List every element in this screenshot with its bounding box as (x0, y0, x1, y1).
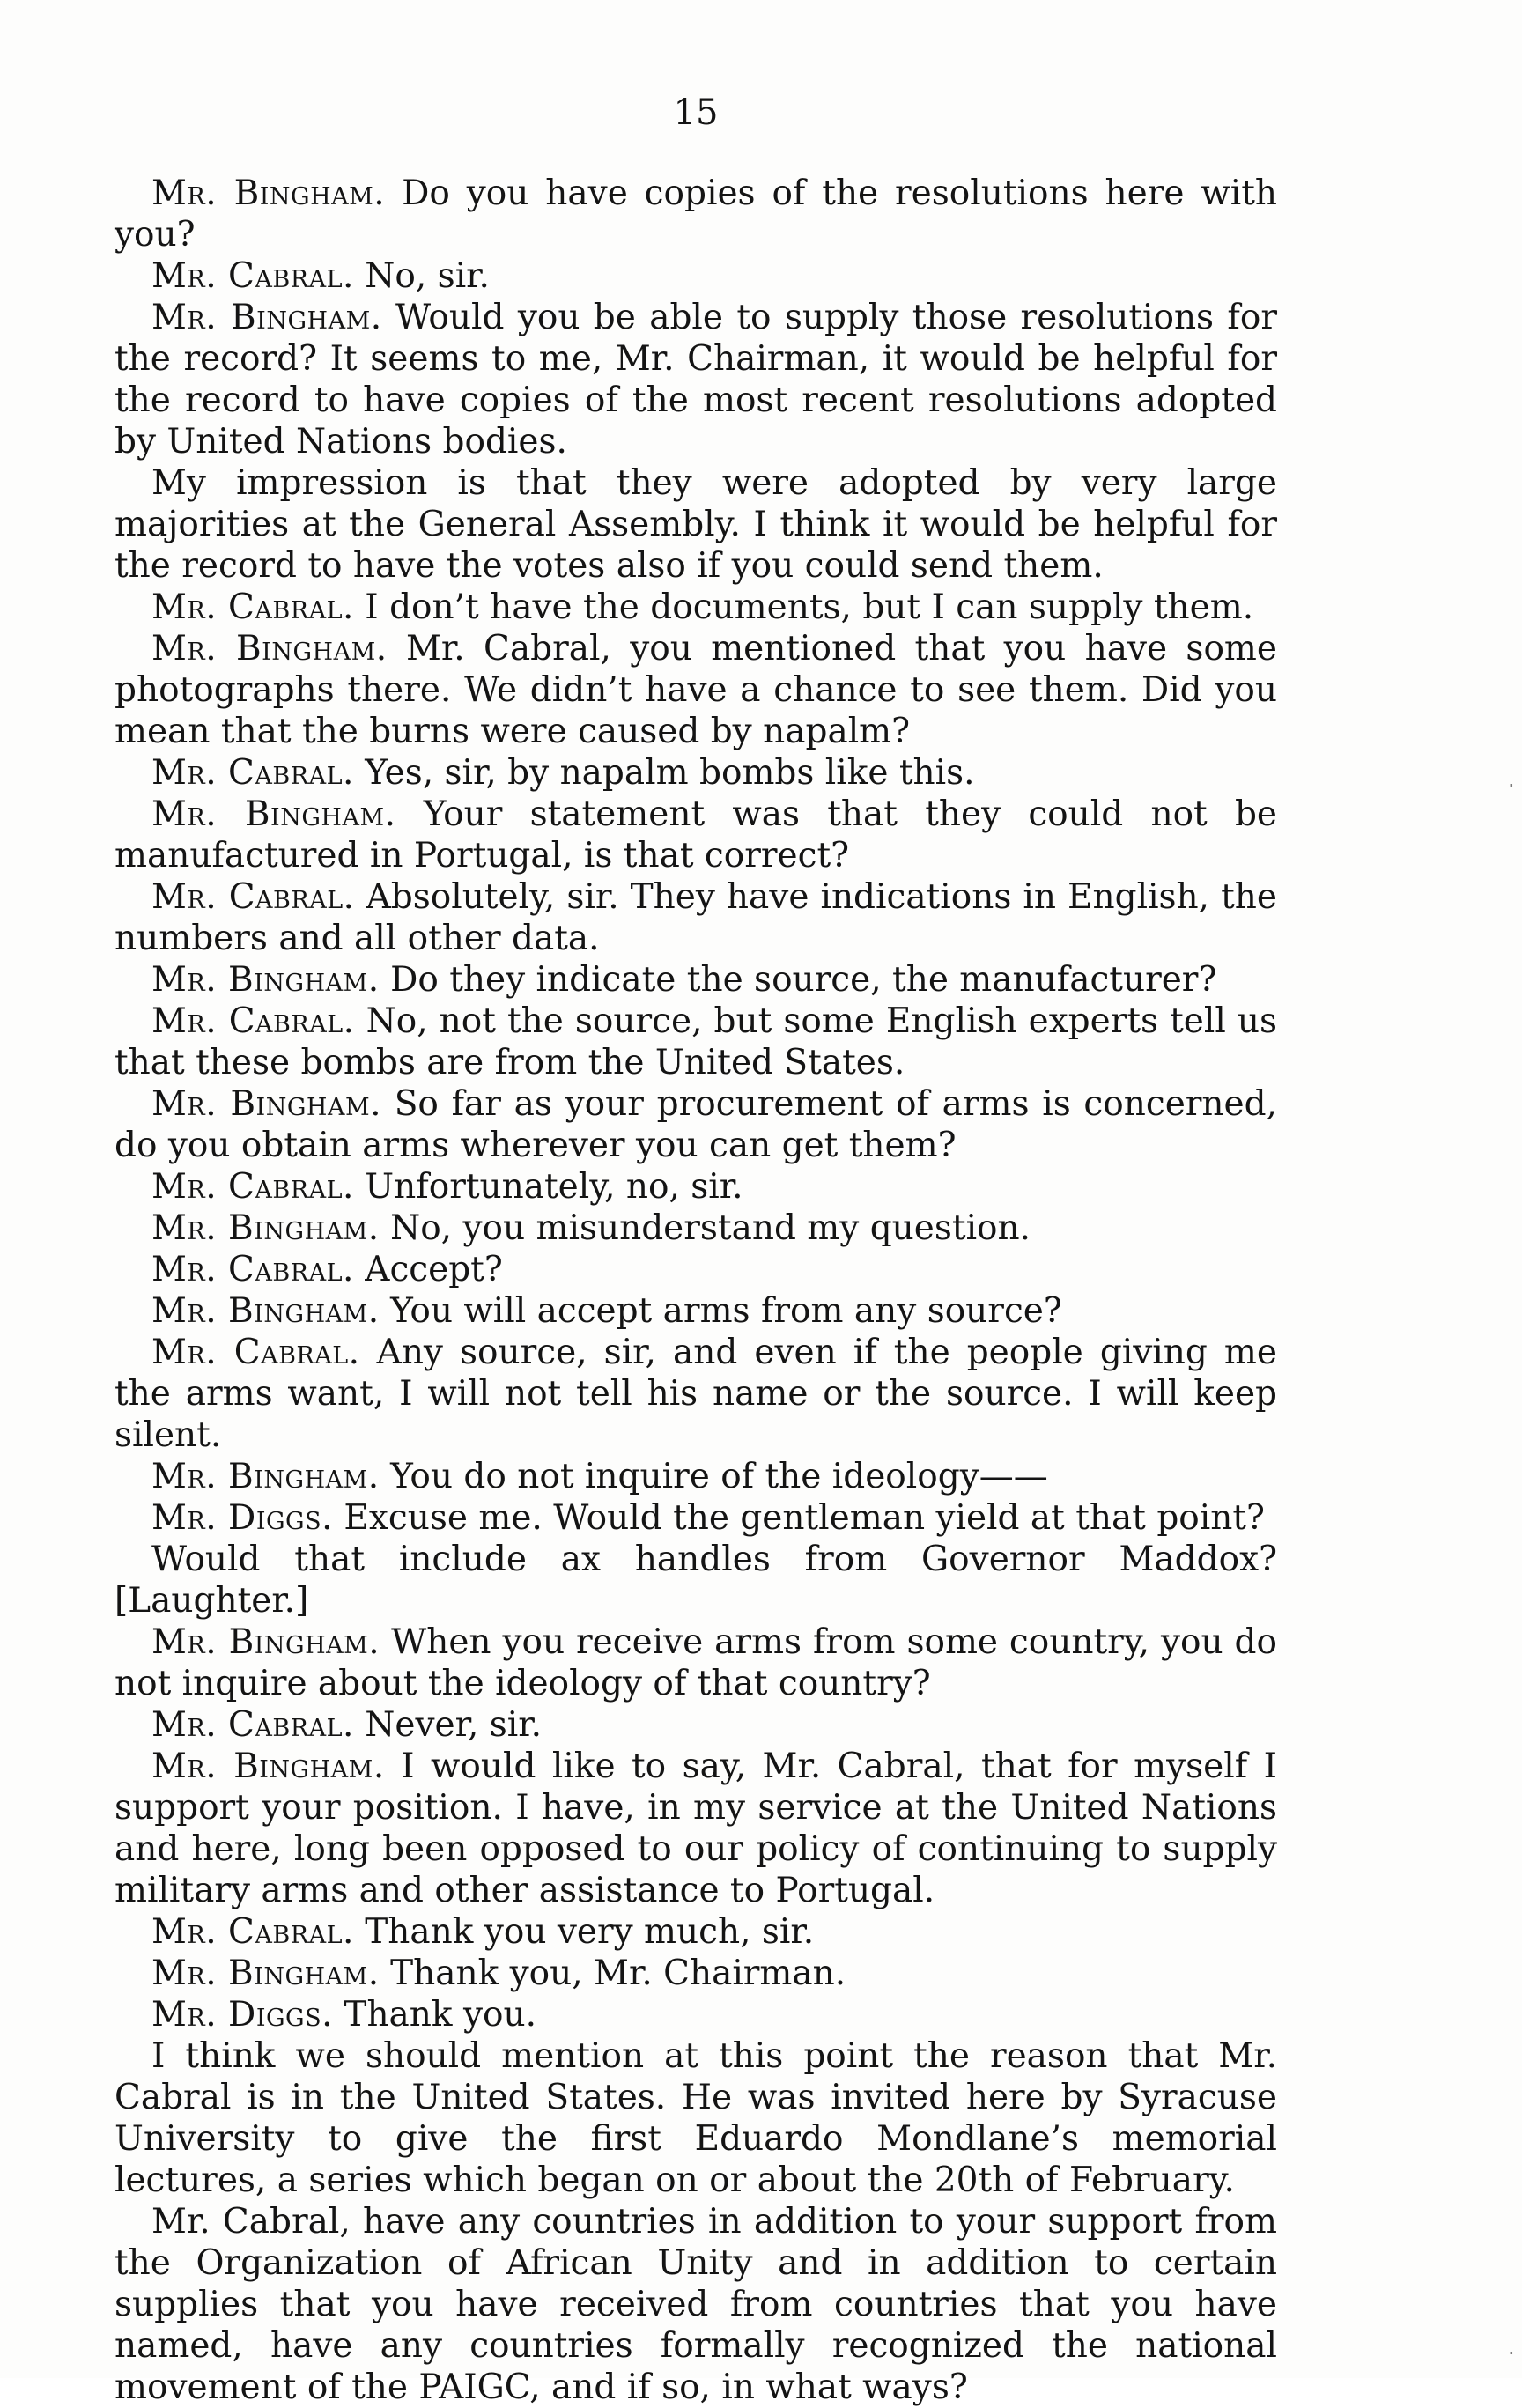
speaker-name: Mr. Cabral. (151, 587, 354, 627)
paragraph-text: Do they indicate the source, the manufacturer? (379, 960, 1217, 1000)
paragraph (115, 1249, 1277, 1290)
paragraph-text: Mr. Cabral, you mentioned that you have some photographs there. We didn’t have a chance to see them. Did you mean that the burns were caused by napalm? (115, 629, 1277, 751)
speaker-name: Mr. Bingham. (151, 1747, 385, 1786)
paragraph (115, 959, 1277, 1001)
paragraph-text: Yes, sir, by napalm bombs like this. (353, 753, 975, 793)
paragraph-text: You do not inquire of the ideology—— (379, 1457, 1048, 1496)
paragraph-text: Never, sir. (353, 1705, 543, 1745)
paragraph-text: Would that include ax handles from Governor Maddox? [Laughter.] (115, 1540, 1277, 1621)
paragraph (115, 255, 1277, 297)
speaker-name: Mr. Bingham. (151, 1457, 380, 1496)
paragraph (115, 587, 1277, 628)
paragraph (115, 1994, 1277, 2035)
paragraph-text: My impression is that they were adopted by very large majorities at the General Assembly. I think it would be helpful for the record to have the votes also if you could send them. (115, 463, 1277, 586)
speaker-name: Mr. Cabral. (151, 877, 355, 917)
speaker-name: Mr. Bingham. (151, 960, 380, 1000)
speaker-name: Mr. Cabral. (151, 1705, 354, 1745)
paragraph-text: Thank you, Mr. Chairman. (379, 1954, 846, 1993)
speaker-name: Mr. Cabral. (151, 1167, 354, 1207)
paragraph-text: You will accept arms from any source? (379, 1291, 1062, 1331)
paragraph-text: Thank you very much, sir. (353, 1912, 815, 1952)
paragraph (115, 1290, 1277, 1332)
paragraph (115, 1911, 1277, 1953)
paragraph (115, 1497, 1277, 1539)
paragraph (115, 1456, 1277, 1497)
paragraph-text: Absolutely, sir. They have indications in English, the numbers and all other data. (115, 877, 1277, 958)
paragraph (115, 628, 1277, 752)
paragraph (115, 1704, 1277, 1746)
speaker-name: Mr. Cabral. (151, 1912, 354, 1952)
speaker-name: Mr. Cabral. (151, 1250, 354, 1289)
paragraph-text: Accept? (353, 1250, 503, 1289)
speaker-name: Mr. Bingham. (151, 1622, 380, 1662)
paragraph-text: No, you misunderstand my question. (379, 1208, 1031, 1248)
paragraph (115, 1208, 1277, 1249)
paragraph (115, 1083, 1277, 1166)
paragraph (115, 1166, 1277, 1208)
speaker-name: Mr. Diggs. (151, 1995, 334, 2035)
speaker-name: Mr. Bingham. (151, 629, 388, 668)
paragraph-text: I don’t have the documents, but I can supply them. (353, 587, 1254, 627)
paragraph (115, 2035, 1277, 2201)
paragraph-text: Any source, sir, and even if the people giving me the arms want, I will not tell his name or the source. I will keep silent. (115, 1333, 1277, 1455)
paragraph-text: Thank you. (333, 1995, 536, 2035)
speaker-name: Mr. Bingham. (151, 1291, 380, 1331)
paragraph-text: Would you be able to supply those resolutions for the record? It seems to me, Mr. Chairman, it would be helpful for the record to have copies of the most recent resolutions adopted by United Nations bodies. (115, 298, 1277, 462)
speaker-name: Mr. Cabral. (151, 256, 354, 296)
paragraph (115, 752, 1277, 794)
paragraph (115, 2201, 1277, 2408)
speaker-name: Mr. Bingham. (151, 298, 382, 337)
paragraph-text: I think we should mention at this point the reason that Mr. Cabral is in the United States. He was invited here by Syracuse University to give the first Eduardo Mondlane’s memorial lectures, a series which began on or about the 20th of February. (115, 2036, 1277, 2200)
paragraph-text: Mr. Cabral, have any countries in addition to your support from the Organization of African Unity and in addition to certain supplies that you have received from countries that you have named, have any countries formally recognized the national movement of the PAIGC, and if so, in what ways? (115, 2202, 1277, 2407)
speaker-name: Mr. Bingham. (151, 1084, 381, 1124)
paragraph (115, 876, 1277, 959)
paragraph (115, 1001, 1277, 1083)
transcript-body (115, 173, 1277, 2408)
margin-dot: · (1508, 2341, 1515, 2366)
speaker-name: Mr. Bingham. (151, 174, 386, 213)
paragraph (115, 1539, 1277, 1621)
paragraph-text: Do you have copies of the resolutions here with you? (115, 174, 1277, 255)
paragraph-text: No, sir. (353, 256, 490, 296)
paragraph (115, 173, 1277, 255)
paragraph-text: Unfortunately, no, sir. (353, 1167, 743, 1207)
paragraph (115, 1746, 1277, 1911)
paragraph (115, 1332, 1277, 1456)
speaker-name: Mr. Cabral. (151, 1001, 355, 1041)
paragraph (115, 462, 1277, 587)
paragraph-text: No, not the source, but some English experts tell us that these bombs are from the United States. (115, 1001, 1277, 1082)
paragraph-text: I would like to say, Mr. Cabral, that for myself I support your position. I have, in my service at the United Nations and here, long been opposed to our policy of continuing to supply military arms and other assistance to Portugal. (115, 1747, 1277, 1910)
paragraph (115, 1953, 1277, 1994)
paragraph-text: Your statement was that they could not be manufactured in Portugal, is that correct? (115, 794, 1277, 875)
speaker-name: Mr. Diggs. (151, 1498, 334, 1538)
speaker-name: Mr. Bingham. (151, 1954, 380, 1993)
page-number: 15 (673, 92, 719, 133)
speaker-name: Mr. Bingham. (151, 1208, 380, 1248)
paragraph (115, 297, 1277, 462)
paragraph (115, 1621, 1277, 1704)
speaker-name: Mr. Cabral. (151, 753, 354, 793)
paragraph-text: When you receive arms from some country, you do not inquire about the ideology of that country? (115, 1622, 1277, 1703)
margin-dot: · (1508, 773, 1515, 798)
paragraph-text: Excuse me. Would the gentleman yield at that point? (333, 1498, 1265, 1538)
paragraph-text: So far as your procurement of arms is concerned, do you obtain arms wherever you can get them? (115, 1084, 1277, 1165)
speaker-name: Mr. Cabral. (151, 1333, 360, 1372)
speaker-name: Mr. Bingham. (151, 794, 396, 834)
paragraph (115, 794, 1277, 876)
